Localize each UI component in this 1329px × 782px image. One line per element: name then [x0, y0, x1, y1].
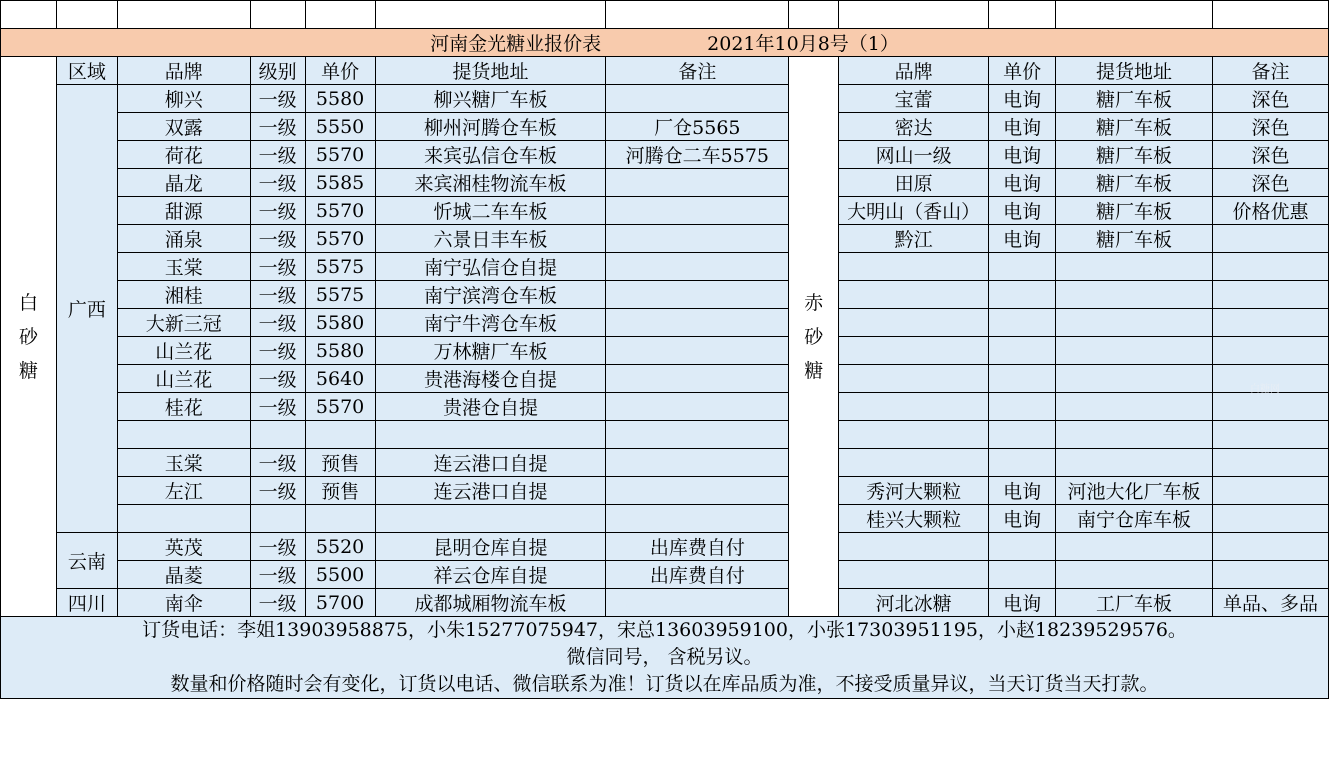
- brown-brand-cell: 密达: [839, 113, 989, 141]
- brown-price-cell: [989, 365, 1056, 393]
- watermark: 白糖网: [1250, 384, 1280, 395]
- brown-location-cell: 工厂车板: [1056, 589, 1213, 617]
- price-cell: 预售: [305, 477, 375, 505]
- location-cell: 柳州河腾仓车板: [375, 113, 606, 141]
- note-cell: [606, 197, 789, 225]
- brown-brand-cell: 网山一级: [839, 141, 989, 169]
- location-cell: 连云港口自提: [375, 449, 606, 477]
- grade-cell: 一级: [250, 337, 305, 365]
- note-cell: [606, 309, 789, 337]
- brown-brand-cell: 桂兴大颗粒: [839, 505, 989, 533]
- price-cell: 5700: [305, 589, 375, 617]
- note-cell: [606, 85, 789, 113]
- brown-location-cell: 糖厂车板: [1056, 85, 1213, 113]
- brown-location-cell: [1056, 421, 1213, 449]
- location-cell: 昆明仓库自提: [375, 533, 606, 561]
- brown-price-cell: [989, 421, 1056, 449]
- note-cell: [606, 449, 789, 477]
- brown-location-cell: 河池大化厂车板: [1056, 477, 1213, 505]
- brown-brand-cell: 宝蕾: [839, 85, 989, 113]
- header-row: [1, 57, 1329, 85]
- brown-note-cell: [1213, 393, 1329, 421]
- brown-location-cell: 南宁仓库车板: [1056, 505, 1213, 533]
- brand-cell: 双露: [117, 113, 250, 141]
- white-sugar-char: 砂: [18, 325, 38, 348]
- brown-location-cell: 糖厂车板: [1056, 197, 1213, 225]
- brown-sugar-char: 糖: [804, 359, 824, 382]
- price-cell: 5575: [305, 281, 375, 309]
- location-cell: 六景日丰车板: [375, 225, 606, 253]
- brown-location-cell: [1056, 365, 1213, 393]
- brand-cell: 大新三冠: [117, 309, 250, 337]
- location-cell: 南宁牛湾仓车板: [375, 309, 606, 337]
- brand-cell: 晶龙: [117, 169, 250, 197]
- brown-note-cell: [1213, 309, 1329, 337]
- brown-note-cell: [1213, 421, 1329, 449]
- brown-brand-cell: [839, 281, 989, 309]
- note-cell: 厂仓5565: [606, 113, 789, 141]
- brown-brand-cell: [839, 309, 989, 337]
- note-cell: [606, 393, 789, 421]
- brown-note-cell: 深色: [1213, 85, 1329, 113]
- price-cell: 5580: [305, 337, 375, 365]
- grade-cell: 一级: [250, 253, 305, 281]
- note-cell: 河腾仓二车5575: [606, 141, 789, 169]
- table-row: [1, 141, 1329, 169]
- price-cell: [305, 505, 375, 533]
- brand-cell: 桂花: [117, 393, 250, 421]
- location-cell: 南宁滨湾仓车板: [375, 281, 606, 309]
- table-row: [1, 561, 1329, 589]
- location-cell: [375, 505, 606, 533]
- brown-note-cell: [1213, 561, 1329, 589]
- note-cell: [606, 281, 789, 309]
- note-cell: [606, 169, 789, 197]
- brown-price-cell: 电询: [989, 225, 1056, 253]
- price-cell: 5570: [305, 197, 375, 225]
- brown-price-cell: 电询: [989, 589, 1056, 617]
- grade-cell: 一级: [250, 561, 305, 589]
- brown-price-cell: [989, 309, 1056, 337]
- table-row: [1, 197, 1329, 225]
- note-cell: [606, 589, 789, 617]
- brown-brand-cell: 河北冰糖: [839, 589, 989, 617]
- title-cell: [1, 29, 1329, 57]
- location-cell: 万林糖厂车板: [375, 337, 606, 365]
- brown-location-cell: [1056, 561, 1213, 589]
- brown-header-brand: 品牌: [839, 57, 989, 85]
- location-cell: 南宁弘信仓自提: [375, 253, 606, 281]
- grade-cell: 一级: [250, 197, 305, 225]
- brown-price-cell: [989, 337, 1056, 365]
- note-cell: [606, 225, 789, 253]
- brown-location-cell: 糖厂车板: [1056, 169, 1213, 197]
- price-cell: 5575: [305, 253, 375, 281]
- table-row: [1, 477, 1329, 505]
- brown-brand-cell: [839, 337, 989, 365]
- white-sugar-label: [1, 57, 57, 617]
- price-cell: 5520: [305, 533, 375, 561]
- brown-note-cell: [1213, 449, 1329, 477]
- brown-price-cell: 电询: [989, 85, 1056, 113]
- quote-date: 2021年10月8号（1）: [707, 33, 899, 55]
- note-cell: [606, 337, 789, 365]
- price-cell: 5580: [305, 309, 375, 337]
- brown-location-cell: [1056, 533, 1213, 561]
- brown-note-cell: 深色: [1213, 113, 1329, 141]
- table-row: [1, 113, 1329, 141]
- price-cell: 5570: [305, 225, 375, 253]
- brown-price-cell: [989, 393, 1056, 421]
- brown-header-location: 提货地址: [1056, 57, 1213, 85]
- brown-price-cell: [989, 281, 1056, 309]
- note-cell: [606, 421, 789, 449]
- table-row: [1, 169, 1329, 197]
- grade-cell: 一级: [250, 393, 305, 421]
- price-cell: 5580: [305, 85, 375, 113]
- grade-cell: 一级: [250, 281, 305, 309]
- location-cell: 连云港口自提: [375, 477, 606, 505]
- brown-sugar-char: 赤: [804, 291, 824, 314]
- brown-note-cell: [1213, 253, 1329, 281]
- table-row: [1, 365, 1329, 393]
- brand-cell: 南伞: [117, 589, 250, 617]
- brown-price-cell: 电询: [989, 113, 1056, 141]
- grade-cell: 一级: [250, 85, 305, 113]
- brand-cell: 山兰花: [117, 365, 250, 393]
- note-cell: [606, 253, 789, 281]
- price-cell: 5550: [305, 113, 375, 141]
- price-cell: 5585: [305, 169, 375, 197]
- brand-cell: 涌泉: [117, 225, 250, 253]
- brown-header-price: 单价: [989, 57, 1056, 85]
- header-price: 单价: [305, 57, 375, 85]
- grade-cell: [250, 421, 305, 449]
- brown-price-cell: 电询: [989, 477, 1056, 505]
- region-cell: 云南: [56, 533, 117, 589]
- brown-brand-cell: 田原: [839, 169, 989, 197]
- brand-cell: 晶菱: [117, 561, 250, 589]
- price-cell: 5570: [305, 393, 375, 421]
- note-cell: 出库费自付: [606, 561, 789, 589]
- brown-note-cell: 单品、多品: [1213, 589, 1329, 617]
- brown-note-cell: 价格优惠: [1213, 197, 1329, 225]
- brown-location-cell: 糖厂车板: [1056, 225, 1213, 253]
- header-region: 区域: [56, 57, 117, 85]
- brand-cell: [117, 421, 250, 449]
- brand-cell: 湘桂: [117, 281, 250, 309]
- location-cell: 贵港海楼仓自提: [375, 365, 606, 393]
- location-cell: 成都城厢物流车板: [375, 589, 606, 617]
- white-sugar-char: 白: [18, 291, 38, 314]
- brown-note-cell: [1213, 337, 1329, 365]
- brown-note-cell: [1213, 225, 1329, 253]
- brown-brand-cell: 黔江: [839, 225, 989, 253]
- grade-cell: [250, 505, 305, 533]
- price-cell: 5640: [305, 365, 375, 393]
- brown-sugar-label: [789, 57, 839, 617]
- header-grade: 级别: [250, 57, 305, 85]
- brown-price-cell: [989, 253, 1056, 281]
- brown-note-cell: 深色: [1213, 169, 1329, 197]
- brown-location-cell: [1056, 449, 1213, 477]
- brown-brand-cell: [839, 421, 989, 449]
- title-row: [1, 29, 1329, 57]
- brown-header-note: 备注: [1213, 57, 1329, 85]
- grade-cell: 一级: [250, 141, 305, 169]
- brown-note-cell: [1213, 505, 1329, 533]
- location-cell: 来宾湘桂物流车板: [375, 169, 606, 197]
- top-strip: [1, 1, 1329, 29]
- table-row: [1, 421, 1329, 449]
- footer-line3: 数量和价格随时会有变化，订货以电话、微信联系为准！订货以在库品质为准，不接受质量异议，当天订货当天打款。: [170, 673, 1159, 695]
- region-cell: 四川: [56, 589, 117, 617]
- brown-location-cell: [1056, 253, 1213, 281]
- brown-price-cell: 电询: [989, 505, 1056, 533]
- footer-notes: [1, 617, 1329, 699]
- note-cell: [606, 477, 789, 505]
- table-row: [1, 281, 1329, 309]
- table-row: [1, 85, 1329, 113]
- table-row: [1, 337, 1329, 365]
- brown-brand-cell: 秀河大颗粒: [839, 477, 989, 505]
- table-row: [1, 449, 1329, 477]
- brown-location-cell: [1056, 309, 1213, 337]
- brown-price-cell: 电询: [989, 169, 1056, 197]
- region-cell: 广西: [56, 85, 117, 533]
- brand-cell: 玉棠: [117, 253, 250, 281]
- brown-price-cell: 电询: [989, 197, 1056, 225]
- table-row: [1, 253, 1329, 281]
- brown-note-cell: [1213, 477, 1329, 505]
- brown-brand-cell: [839, 365, 989, 393]
- table-row: [1, 225, 1329, 253]
- brown-location-cell: 糖厂车板: [1056, 141, 1213, 169]
- brown-location-cell: [1056, 281, 1213, 309]
- note-cell: [606, 365, 789, 393]
- brown-price-cell: [989, 449, 1056, 477]
- brown-brand-cell: [839, 561, 989, 589]
- brown-location-cell: 糖厂车板: [1056, 113, 1213, 141]
- brand-cell: 英茂: [117, 533, 250, 561]
- price-cell: [305, 421, 375, 449]
- header-brand: 品牌: [117, 57, 250, 85]
- location-cell: 祥云仓库自提: [375, 561, 606, 589]
- brand-cell: 荷花: [117, 141, 250, 169]
- location-cell: 柳兴糖厂车板: [375, 85, 606, 113]
- header-note: 备注: [606, 57, 789, 85]
- brown-location-cell: [1056, 337, 1213, 365]
- table-row: [1, 309, 1329, 337]
- brown-location-cell: [1056, 393, 1213, 421]
- brand-cell: 甜源: [117, 197, 250, 225]
- grade-cell: 一级: [250, 589, 305, 617]
- brown-price-cell: [989, 533, 1056, 561]
- grade-cell: 一级: [250, 365, 305, 393]
- brand-cell: 左江: [117, 477, 250, 505]
- table-row: [1, 589, 1329, 617]
- table-row: [1, 505, 1329, 533]
- grade-cell: 一级: [250, 113, 305, 141]
- company-title: 河南金光糖业报价表: [430, 33, 602, 55]
- location-cell: 忻城二车车板: [375, 197, 606, 225]
- brown-brand-cell: 大明山（香山）: [839, 197, 989, 225]
- footer-row: [1, 617, 1329, 699]
- price-cell: 5570: [305, 141, 375, 169]
- white-sugar-char: 糖: [18, 359, 38, 382]
- grade-cell: 一级: [250, 309, 305, 337]
- location-cell: 来宾弘信仓车板: [375, 141, 606, 169]
- brand-cell: 玉棠: [117, 449, 250, 477]
- grade-cell: 一级: [250, 449, 305, 477]
- footer-line1: 订货电话：李姐13903958875，小朱15277075947，宋总13603959100，小张17303951195，小赵18239529576。: [142, 619, 1187, 641]
- brand-cell: 山兰花: [117, 337, 250, 365]
- brown-price-cell: 电询: [989, 141, 1056, 169]
- note-cell: 出库费自付: [606, 533, 789, 561]
- brown-sugar-char: 砂: [804, 325, 824, 348]
- brand-cell: [117, 505, 250, 533]
- brown-brand-cell: [839, 253, 989, 281]
- header-location: 提货地址: [375, 57, 606, 85]
- brown-brand-cell: [839, 533, 989, 561]
- brown-note-cell: [1213, 281, 1329, 309]
- brown-brand-cell: [839, 449, 989, 477]
- grade-cell: 一级: [250, 225, 305, 253]
- price-cell: 5500: [305, 561, 375, 589]
- grade-cell: 一级: [250, 169, 305, 197]
- table-row: [1, 533, 1329, 561]
- note-cell: [606, 505, 789, 533]
- location-cell: [375, 421, 606, 449]
- brown-price-cell: [989, 561, 1056, 589]
- brown-brand-cell: [839, 393, 989, 421]
- brand-cell: 柳兴: [117, 85, 250, 113]
- grade-cell: 一级: [250, 533, 305, 561]
- grade-cell: 一级: [250, 477, 305, 505]
- price-cell: 预售: [305, 449, 375, 477]
- location-cell: 贵港仓自提: [375, 393, 606, 421]
- footer-line2: 微信同号， 含税另议。: [566, 646, 763, 668]
- brown-note-cell: [1213, 533, 1329, 561]
- table-row: [1, 393, 1329, 421]
- brown-note-cell: 深色: [1213, 141, 1329, 169]
